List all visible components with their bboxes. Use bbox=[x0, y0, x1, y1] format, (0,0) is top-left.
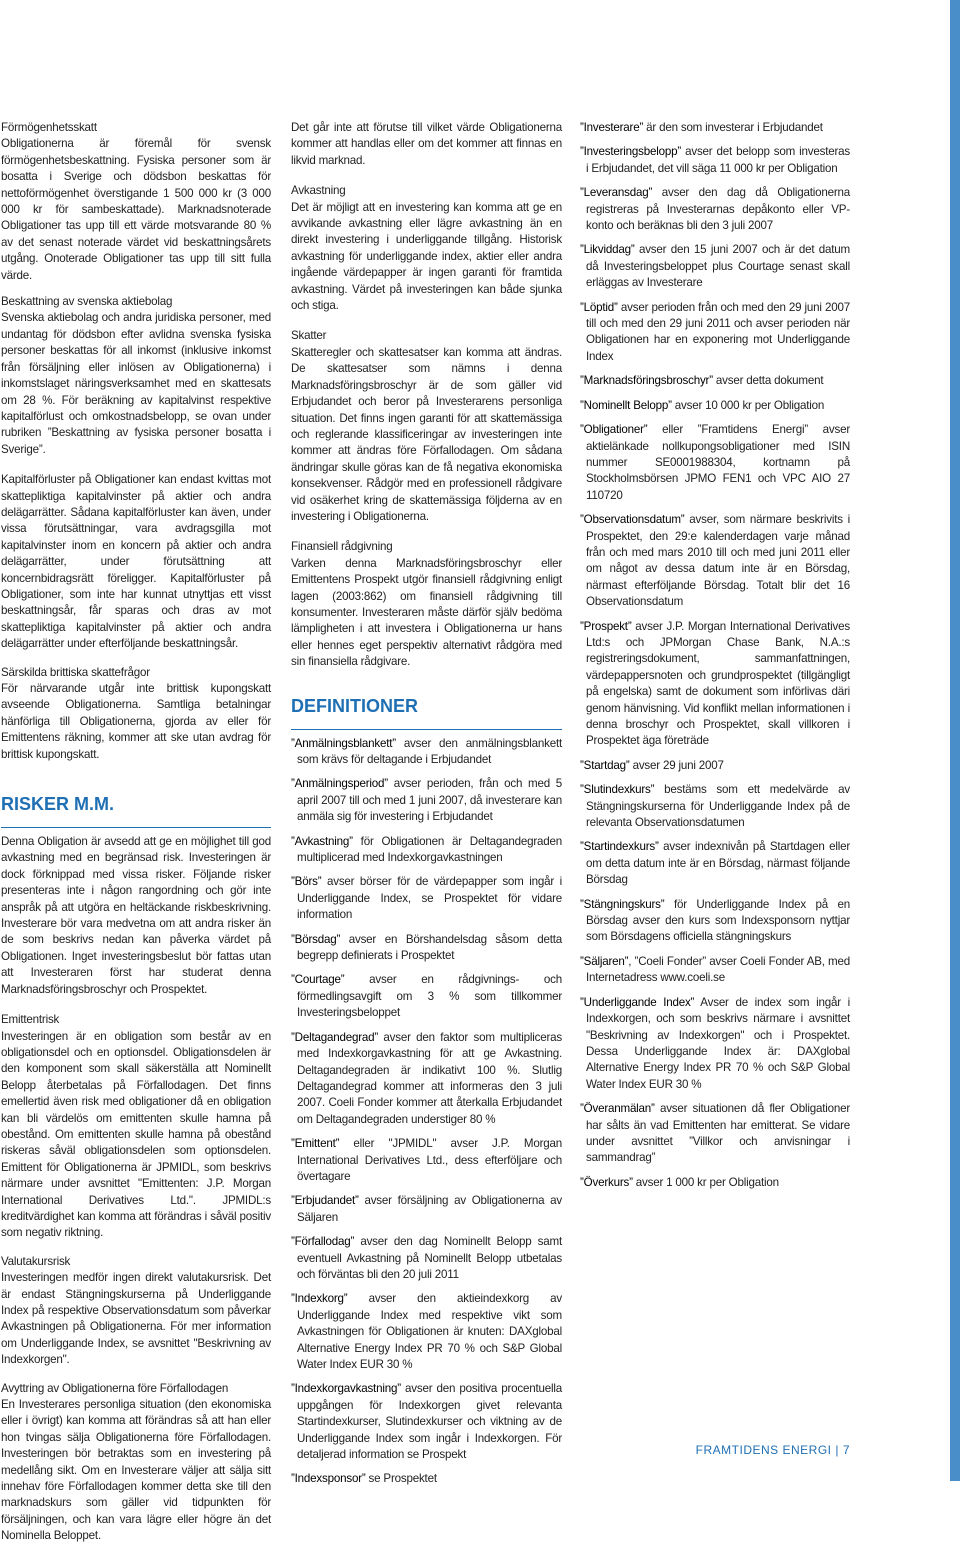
risk-title-rule bbox=[1, 827, 271, 828]
section-heading: Förmögenhetsskatt bbox=[1, 121, 97, 134]
risk-section-title: RISKER M.M. bbox=[1, 794, 115, 815]
definition-item bbox=[291, 1193, 562, 1226]
definition-text: för Underliggande Index på en Börsdag avser den kurs som Indexsponsorn nyttjar som Börsdagens officiella stängningskurs bbox=[586, 897, 850, 944]
section-valutakursrisk bbox=[1, 1254, 271, 1369]
section-likvid-marknad bbox=[291, 120, 562, 169]
definition-item bbox=[580, 897, 850, 946]
definition-item bbox=[291, 874, 562, 923]
definition-term: ”Överkurs” bbox=[580, 1175, 633, 1189]
column-3 bbox=[580, 120, 850, 1199]
section-avkastning bbox=[291, 183, 562, 314]
footer-separator: | bbox=[835, 1443, 839, 1457]
definition-term: ”Likviddag” bbox=[580, 243, 635, 257]
definition-item bbox=[291, 776, 562, 825]
section-beskattning-aktiebolag bbox=[1, 294, 271, 458]
section-emittentrisk bbox=[1, 1012, 271, 1242]
definition-term: ”Förfallodag” bbox=[291, 1235, 355, 1249]
definition-item bbox=[580, 144, 850, 177]
definition-text: avser en rådgivnings- och förmedlingsavgift om 3 % som tillkommer Investeringsbeloppet bbox=[297, 973, 562, 1020]
section-text: En Investerares personliga situation (den ekonomiska eller i övrigt) kan komma att förändras så att han eller hon tvingas sälja Obligationerna före Förfallodagen. Investeringen bör betraktas som en investering på medellång sikt. Om en Investerare väljer att sälja sitt innehav före Förfallodagen kommer detta ske till den marknadskurs som gäller vid tidpunkten för försäljningen, och kan vara lägre eller högre än det Nominella Beloppet. bbox=[1, 1398, 271, 1543]
definition-text: avser den aktieindexkorg av Underliggande Index med respektive vikt som Avkastningen för Obligationen är knuten: DAXglobal Alternative Energy Index PR 70 % och S&P Global Water Index EUR 30 % bbox=[297, 1292, 562, 1371]
definition-text: avser det belopp som investeras i Erbjudandet, det vill säga 11 000 kr per Obligation bbox=[586, 145, 850, 175]
section-heading: Särskilda brittiska skattefrågor bbox=[1, 665, 150, 679]
definitions-list bbox=[580, 120, 850, 1191]
column-1 bbox=[1, 120, 271, 1555]
definition-text: avser den dag Nominellt Belopp samt eventuell Avkastning på Nominellt Belopp utbetalas och förväntas bli den 20 juli 2011 bbox=[297, 1235, 562, 1281]
definition-term: ”Slutindexkurs” bbox=[580, 783, 655, 797]
definition-text: avser perioden, från och med 5 april 2007 till och med 1 juni 2007, då investerare kan anmäla sig för investering i Erbjudandet bbox=[297, 777, 562, 824]
definition-text: avser börser för de värdepapper som ingår i Underliggande Index, se Prospektet för vidare information bbox=[297, 875, 562, 922]
section-brittiska-skattefragor bbox=[1, 665, 271, 763]
definition-term: ”Courtage” bbox=[291, 973, 345, 987]
definitions-title-rule bbox=[291, 729, 562, 730]
definition-item bbox=[580, 758, 850, 774]
definition-text: avser den 15 juni 2007 och är det datum då Investeringsbeloppet plus Courtage senast skall erläggas av Investerare bbox=[586, 243, 850, 290]
definition-text: avser situationen då fler Obligationer har sålts än vad Emittenten har emitterat. Se vidare under avsnittet ”Villkor och anvisningar i sammandrag” bbox=[586, 1102, 850, 1165]
definition-term: ”Indexkorg” bbox=[291, 1292, 348, 1306]
section-skatter bbox=[291, 328, 562, 525]
definition-text: bestäms som ett medelvärde av Stängningskurserna för Underliggande Index på de relevanta Observationsdatumen bbox=[586, 783, 850, 830]
definition-item bbox=[580, 954, 850, 987]
definition-term: ”Anmälningsblankett” bbox=[291, 736, 396, 750]
section-text: Det är möjligt att en investering kan komma att ge en avvikande avkastning eller lägre avkastning än en direkt investering i underliggande tillgång. Historisk avkastning för underliggande index, aktier eller andra ingående värdepapper är ingen garanti för framtida avkastning. Värdet på investeringen kan både sjunka och stiga. bbox=[291, 200, 562, 313]
definition-item bbox=[291, 834, 562, 867]
definition-text: avser J.P. Morgan International Derivatives Ltd:s och JPMorgan Chase Bank, N.A.:s registreringsdokument, sammanfattningen, värdepappersnoten och grundprospektet (tillgängligt på engelska) samt de dokument som införlivas däri genom hänvisning. Vid konflikt mellan informationen i denna broschyr och Prospektet, skall villkoren i Prospektet äga företräde bbox=[586, 619, 850, 748]
definition-item bbox=[580, 782, 850, 831]
definition-term: ”Investeringsbelopp” bbox=[580, 145, 682, 159]
footer-label: FRAMTIDENS ENERGI bbox=[695, 1443, 832, 1457]
definition-term: ”Börs” bbox=[291, 875, 322, 889]
definition-text: avser detta dokument bbox=[712, 374, 824, 388]
definition-item bbox=[580, 839, 850, 888]
section-text: Investeringen medför ingen direkt valutakursrisk. Det är endast Stängningskurserna på Underliggande Index på respektive Observationsdatum som påverkar Avkastningen på Obligationerna. För mer information om Underliggande Index, se avsnittet "Beskrivning av Indexkorgen". bbox=[1, 1271, 271, 1367]
definition-text: avser 1 000 kr per Obligation bbox=[632, 1175, 779, 1189]
definition-term: ”Anmälningsperiod” bbox=[291, 777, 388, 791]
definition-term: ”Erbjudandet” bbox=[291, 1194, 359, 1208]
section-text: Varken denna Marknadsföringsbroschyr eller Emittentens Prospekt utgör finansiell rådgivning enligt lagen (2003:862) om finansiell rådgivning till konsumenter. Investeraren måste därför själv bedöma lämpligheten i att investera i Obligationerna ur hans eller hennes eget perspektiv alternativt rådgöra med sin finansiella rådgivare. bbox=[291, 556, 562, 669]
definition-term: ”Börsdag” bbox=[291, 932, 341, 946]
definition-term: ”Stängningskurs” bbox=[580, 897, 665, 911]
definition-term: ”Säljaren” bbox=[580, 954, 629, 968]
definition-item bbox=[291, 932, 562, 965]
definition-item bbox=[580, 512, 850, 610]
page-number: 7 bbox=[842, 1443, 850, 1457]
section-text: Investeringen är en obligation som består av en obligationsdel och en optionsdel. Obligationsdelen är den komponent som skall säkerställa att Nominellt Belopp återbetalas på Förfallodagen. Det finns emellertid även risk med obligationer då en obligation kan bli värdelös om emittenten skulle hamna på obestånd. Om emittenten skulle hamna på obestånd riskeras såväl obligationsdelen som optionsdelen. Emittent för Obligationerna är JPMIDL, som beskrivs närmare under avsnittet "Emittenten: J.P. Morgan International Derivatives Ltd.". JPMIDL:s kreditvärdighet kan komma att förändras i såväl positiv som negativ riktning. bbox=[1, 1029, 271, 1240]
definition-item bbox=[580, 242, 850, 291]
definition-text: eller "JPMIDL" avser J.P. Morgan International Derivatives Ltd., dess efterföljare och övertagare bbox=[297, 1137, 562, 1183]
definition-text: avser, som närmare beskrivits i Prospektet, den 29:e kalenderdagen varje månad från och med mars 2010 till och med juni 2011 eller om något av dessa datum inte är en Börsdag, närmast efterföljande Börsdag. Totalt blir det 16 Observationsdatum bbox=[586, 513, 850, 609]
section-risk-intro bbox=[1, 834, 271, 998]
definition-text: avser den dag då Obligationerna registreras på Investerarnas depåkonto eller VP-konto och beräknas bli den 3 juli 2007 bbox=[586, 186, 850, 233]
definition-item bbox=[291, 1136, 562, 1185]
definition-item bbox=[580, 300, 850, 366]
definition-item bbox=[291, 736, 562, 769]
section-kapitalforluster bbox=[1, 472, 271, 652]
definition-term: ”Startindexkurs” bbox=[580, 840, 659, 854]
section-heading: Avkastning bbox=[291, 184, 346, 198]
definition-term: ”Leveransdag” bbox=[580, 186, 653, 200]
definition-term: ”Observationsdatum” bbox=[580, 513, 685, 527]
section-text: Denna Obligation är avsedd att ge en möjlighet till god avkastning med en begränsad risk. Investeringen är dock förknippad med vissa risker. Följande risker presenteras inte i någon rangordning och gör inte anspråk på att utgöra en heltäckande riskbeskrivning. Investerare bör vara medvetna om att andra risker än de som beskrivs nedan kan påverka värdet på Obligationen. Inget investeringsbeslut bör fattas utan att Investeraren först har studerat denna Marknadsföringsbroschyr och Prospektet. bbox=[1, 835, 271, 996]
section-heading: Finansiell rådgivning bbox=[291, 540, 393, 554]
definition-item bbox=[580, 398, 850, 414]
definition-term: ”Löptid” bbox=[580, 300, 618, 314]
definition-item bbox=[580, 1101, 850, 1167]
definition-term: ”Indexkorgavkastning” bbox=[291, 1382, 401, 1396]
definition-text: avser indexnivån på Startdagen eller om detta datum inte är en Börsdag, närmast följande Börsdag bbox=[586, 840, 850, 887]
definitions-section-title: DEFINITIONER bbox=[291, 695, 419, 716]
definition-text: avser försäljning av Obligationerna av Säljaren bbox=[297, 1194, 562, 1224]
column-2 bbox=[291, 120, 562, 1496]
side-stripe bbox=[950, 0, 960, 1481]
definition-term: ”Startdag” bbox=[580, 758, 630, 772]
definition-term: ”Marknadsföringsbroschyr” bbox=[580, 374, 713, 388]
definition-term: ”Överanmälan” bbox=[580, 1102, 655, 1116]
section-text: För närvarande utgår inte brittisk kupongskatt avseende Obligationerna. Samtliga betalningar hänförliga till Obligationerna, gjorda av eller för Emittentens räkning, kommer att ske utan avdrag för brittisk kupongskatt. bbox=[1, 682, 271, 761]
definition-item bbox=[580, 995, 850, 1093]
definition-item bbox=[580, 373, 850, 389]
section-heading: Avyttring av Obligationerna före Förfallodagen bbox=[1, 1381, 229, 1395]
section-formogenhetsskatt bbox=[1, 120, 271, 284]
definition-text: Avser de index som ingår i Indexkorgen, och som beskrivs närmare i avsnittet "Beskrivning av Indexkorgen" och i Prospektet. Dessa Underliggande Index är: DAXglobal Alternative Energy Index PR 70 % och S&P Global Water Index EUR 30 % bbox=[586, 995, 850, 1091]
definition-item bbox=[580, 120, 850, 136]
section-text: Skatteregler och skattesatser kan komma att ändras. De skattesatser som nämns i denna Marknadsföringsbroschyr är de som gäller vid Erbjudandet och beror på Investerarens personliga situation. Det finns ingen garanti för att skattemässiga och reglerande klassificeringar av investeringen inte kommer att ändras före Förfallodagen. Om sådana ändringar skulle göras kan de få negativa ekonomiska konsekvenser. Rådgör med en professionell rådgivare vid osäkerhet kring de skattemässiga följderna av en investering i Obligationerna. bbox=[291, 345, 562, 523]
definition-text: avser 10 000 kr per Obligation bbox=[671, 398, 825, 412]
definition-text: avser den positiva procentuella uppgången för Indexkorgen givet relevanta Startindexkurser, Slutindexkurser och viktning av de Underliggande Index som ingår i Indexkorgen. För detaljerad information se Prospekt bbox=[297, 1382, 562, 1462]
definition-item bbox=[291, 1471, 562, 1487]
definition-item bbox=[291, 1234, 562, 1283]
definition-text: avser den faktor som multipliceras med Indexkorgavkastning för att ge Avkastning. Deltagandegraden är indikativt 100 %. Slutlig Deltagandegrad kommer att informeras den 3 juli 2007. Coeli Fonder kommer att återkalla Erbjudandet om Deltagandegraden understiger 80 % bbox=[297, 1030, 562, 1126]
definition-item bbox=[580, 185, 850, 234]
definition-term: ”Avkastning” bbox=[291, 834, 353, 848]
definition-term: ”Deltagandegrad” bbox=[291, 1030, 379, 1044]
section-heading: Emittentrisk bbox=[1, 1013, 60, 1027]
section-text: Kapitalförluster på Obligationer kan endast kvittas mot skattepliktiga kapitalvinster på aktier och andra delägarrätter. Sådana kapitalförluster kan även, under vissa förutsättningar, vara avdragsgilla mot kapitalvinster inom en koncern på aktier och andra delägarrätter, under förutsättning att koncernbidragsrätt föreligger. Kapitalförluster på Obligationer, som inte har kunnat utnyttjas ett visst beskattningsår, får sparas och dras av mot skattepliktiga kapitalvinster på aktier och andra delägarrätter under efterföljande beskattningsår. bbox=[1, 473, 271, 651]
page-footer bbox=[696, 1443, 850, 1457]
definition-term: ”Investerare” bbox=[580, 121, 644, 134]
definition-item bbox=[291, 1381, 562, 1463]
definition-text: avser perioden från och med den 29 juni 2007 till och med den 29 juni 2011 och avser perioden när Obligationen har en exponering mot Underliggande Index bbox=[586, 300, 850, 363]
definition-text: för Obligationen är Deltagandegraden multiplicerad med Indexkorgavkastningen bbox=[297, 834, 562, 865]
section-heading: Valutakursrisk bbox=[1, 1254, 71, 1268]
definition-text: se Prospektet bbox=[365, 1472, 437, 1486]
definition-term: ”Nominellt Belopp” bbox=[580, 398, 672, 412]
definition-item bbox=[291, 972, 562, 1021]
definition-text: eller ”Framtidens Energi” avser aktielänkade nollkupongsobligationer med ISIN nummer SE0001988304, kortnamn på Stockholmsbörsen JPMO FEN1 och VPC AIO 27 110720 bbox=[586, 423, 850, 502]
definition-term: ”Emittent” bbox=[291, 1137, 340, 1151]
definition-term: ”Prospekt” bbox=[580, 619, 632, 633]
section-text: Svenska aktiebolag och andra juridiska personer, med undantag för dödsbon efter avlidna svenska fysiska personer beskattas för all inkomst (inklusive inkomst från försäljning eller inlösen av Obligationerna) i inkomstslaget näringsverksamhet med en skattesats om 28 %. För beräkning av kapitalvinst respektive kapitalförlust och omkostnadsbelopp, se ovan under rubriken ”Beskattning av fysiska personer bosatta i Sverige”. bbox=[1, 311, 271, 456]
section-text: Obligationerna är föremål för svensk förmögenhetsbeskattning. Fysiska personer som är bosatta i Sverige och dödsbon beskattas för nettoförmögenhet överstigande 1 500 000 kr (3 000 000 kr för sambeskattade). Marknadsnoterade Obligationer tas upp till ett värde motsvarande 80 % av det senast noterade värdet vid beskattningsårets utgång. Onoterade Obligationer tas upp till sitt fulla värde. bbox=[1, 137, 271, 282]
definition-text: är den som investerar i Erbjudandet bbox=[643, 121, 823, 134]
section-text: Det går inte att förutse till vilket värde Obligationerna kommer att handlas eller om det kommer att finnas en likvid marknad. bbox=[291, 121, 562, 167]
section-heading: Skatter bbox=[291, 329, 327, 343]
definition-term: ”Indexsponsor” bbox=[291, 1472, 366, 1486]
definition-term: ”Underliggande Index” bbox=[580, 995, 695, 1009]
definition-text: , ”Coeli Fonder” avser Coeli Fonder AB, med Internetadress www.coeli.se bbox=[586, 954, 850, 985]
definition-item bbox=[291, 1030, 562, 1128]
section-heading: Beskattning av svenska aktiebolag bbox=[1, 295, 173, 309]
definition-item bbox=[580, 1175, 850, 1191]
definition-text: avser en Börshandelsdag såsom detta begrepp definierats i Prospektet bbox=[297, 932, 562, 963]
definition-text: avser den anmälningsblankett som krävs för deltagande i Erbjudandet bbox=[297, 736, 562, 766]
section-avyttring bbox=[1, 1381, 271, 1545]
definition-text: avser 29 juni 2007 bbox=[629, 758, 724, 772]
definition-item bbox=[580, 422, 850, 504]
section-finansiell-radgivning bbox=[291, 539, 562, 670]
definition-term: ”Obligationer” bbox=[580, 423, 648, 437]
definition-item bbox=[291, 1291, 562, 1373]
definition-item bbox=[580, 619, 850, 750]
definitions-list bbox=[291, 736, 562, 1488]
